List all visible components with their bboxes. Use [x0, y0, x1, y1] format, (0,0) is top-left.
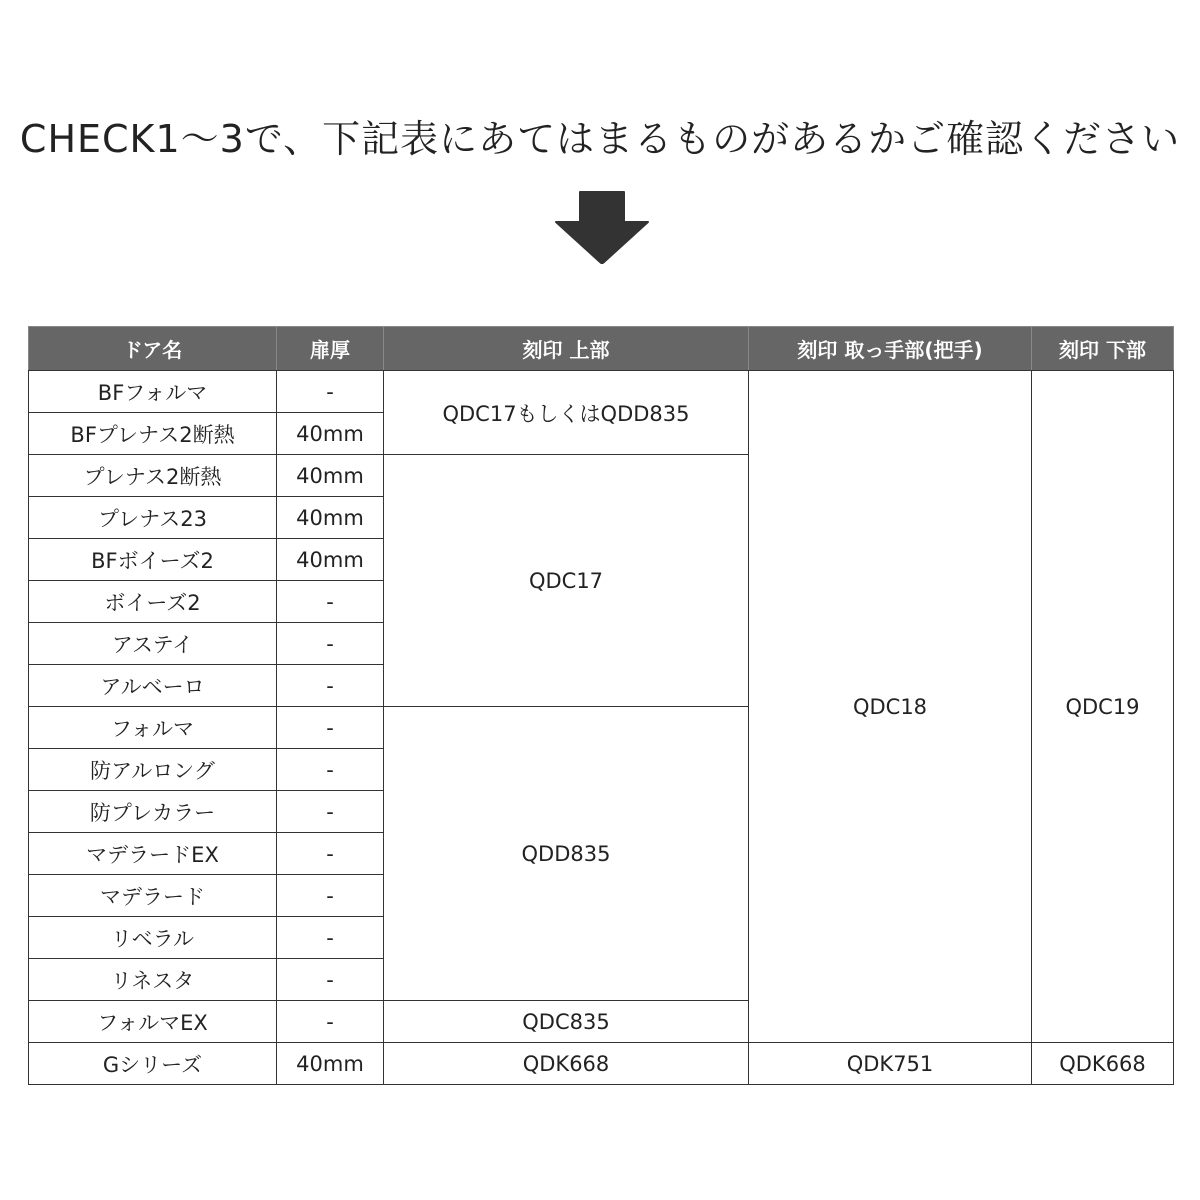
- table-row: [29, 1043, 1174, 1085]
- thickness-cell: -: [277, 623, 384, 665]
- door-name-cell: Gシリーズ: [29, 1043, 277, 1085]
- table-row: [29, 371, 1174, 413]
- thickness-cell: -: [277, 791, 384, 833]
- header-top-mark: 刻印 上部: [384, 327, 749, 371]
- handle-mark-cell: QDK751: [749, 1043, 1032, 1085]
- thickness-cell: -: [277, 959, 384, 1001]
- thickness-cell: 40mm: [277, 1043, 384, 1085]
- door-name-cell: マデラードEX: [29, 833, 277, 875]
- header-thickness: 扉厚: [277, 327, 384, 371]
- thickness-cell: -: [277, 581, 384, 623]
- door-name-cell: リネスタ: [29, 959, 277, 1001]
- header-bottom-mark: 刻印 下部: [1032, 327, 1174, 371]
- thickness-cell: 40mm: [277, 455, 384, 497]
- door-name-cell: アステイ: [29, 623, 277, 665]
- door-name-cell: BFフォルマ: [29, 371, 277, 413]
- handle-mark-cell: QDC18: [749, 371, 1032, 1043]
- thickness-cell: -: [277, 875, 384, 917]
- door-name-cell: ボイーズ2: [29, 581, 277, 623]
- bottom-mark-cell: QDC19: [1032, 371, 1174, 1043]
- door-mark-table: [28, 326, 1174, 1085]
- thickness-cell: 40mm: [277, 413, 384, 455]
- door-name-cell: 防アルロング: [29, 749, 277, 791]
- top-mark-cell: QDK668: [384, 1043, 749, 1085]
- top-mark-cell: QDC17: [384, 455, 749, 707]
- top-mark-cell: QDD835: [384, 707, 749, 1001]
- thickness-cell: -: [277, 833, 384, 875]
- door-name-cell: フォルマ: [29, 707, 277, 749]
- table-header-row: [29, 327, 1174, 371]
- thickness-cell: -: [277, 1001, 384, 1043]
- door-name-cell: BFプレナス2断熱: [29, 413, 277, 455]
- thickness-cell: -: [277, 665, 384, 707]
- door-name-cell: フォルマEX: [29, 1001, 277, 1043]
- page-heading: CHECK1～3で、下記表にあてはまるものがあるかご確認ください: [19, 117, 1181, 161]
- door-name-cell: 防プレカラー: [29, 791, 277, 833]
- down-arrow-icon: [552, 190, 652, 266]
- thickness-cell: -: [277, 371, 384, 413]
- door-name-cell: アルベーロ: [29, 665, 277, 707]
- bottom-mark-cell: QDK668: [1032, 1043, 1174, 1085]
- thickness-cell: 40mm: [277, 497, 384, 539]
- header-handle-mark: 刻印 取っ手部(把手): [749, 327, 1032, 371]
- thickness-cell: 40mm: [277, 539, 384, 581]
- door-name-cell: リベラル: [29, 917, 277, 959]
- door-name-cell: マデラード: [29, 875, 277, 917]
- thickness-cell: -: [277, 917, 384, 959]
- door-name-cell: プレナス2断熱: [29, 455, 277, 497]
- top-mark-cell: QDC835: [384, 1001, 749, 1043]
- top-mark-cell: QDC17もしくはQDD835: [384, 371, 749, 455]
- header-door-name: ドア名: [29, 327, 277, 371]
- thickness-cell: -: [277, 749, 384, 791]
- door-name-cell: プレナス23: [29, 497, 277, 539]
- door-name-cell: BFボイーズ2: [29, 539, 277, 581]
- thickness-cell: -: [277, 707, 384, 749]
